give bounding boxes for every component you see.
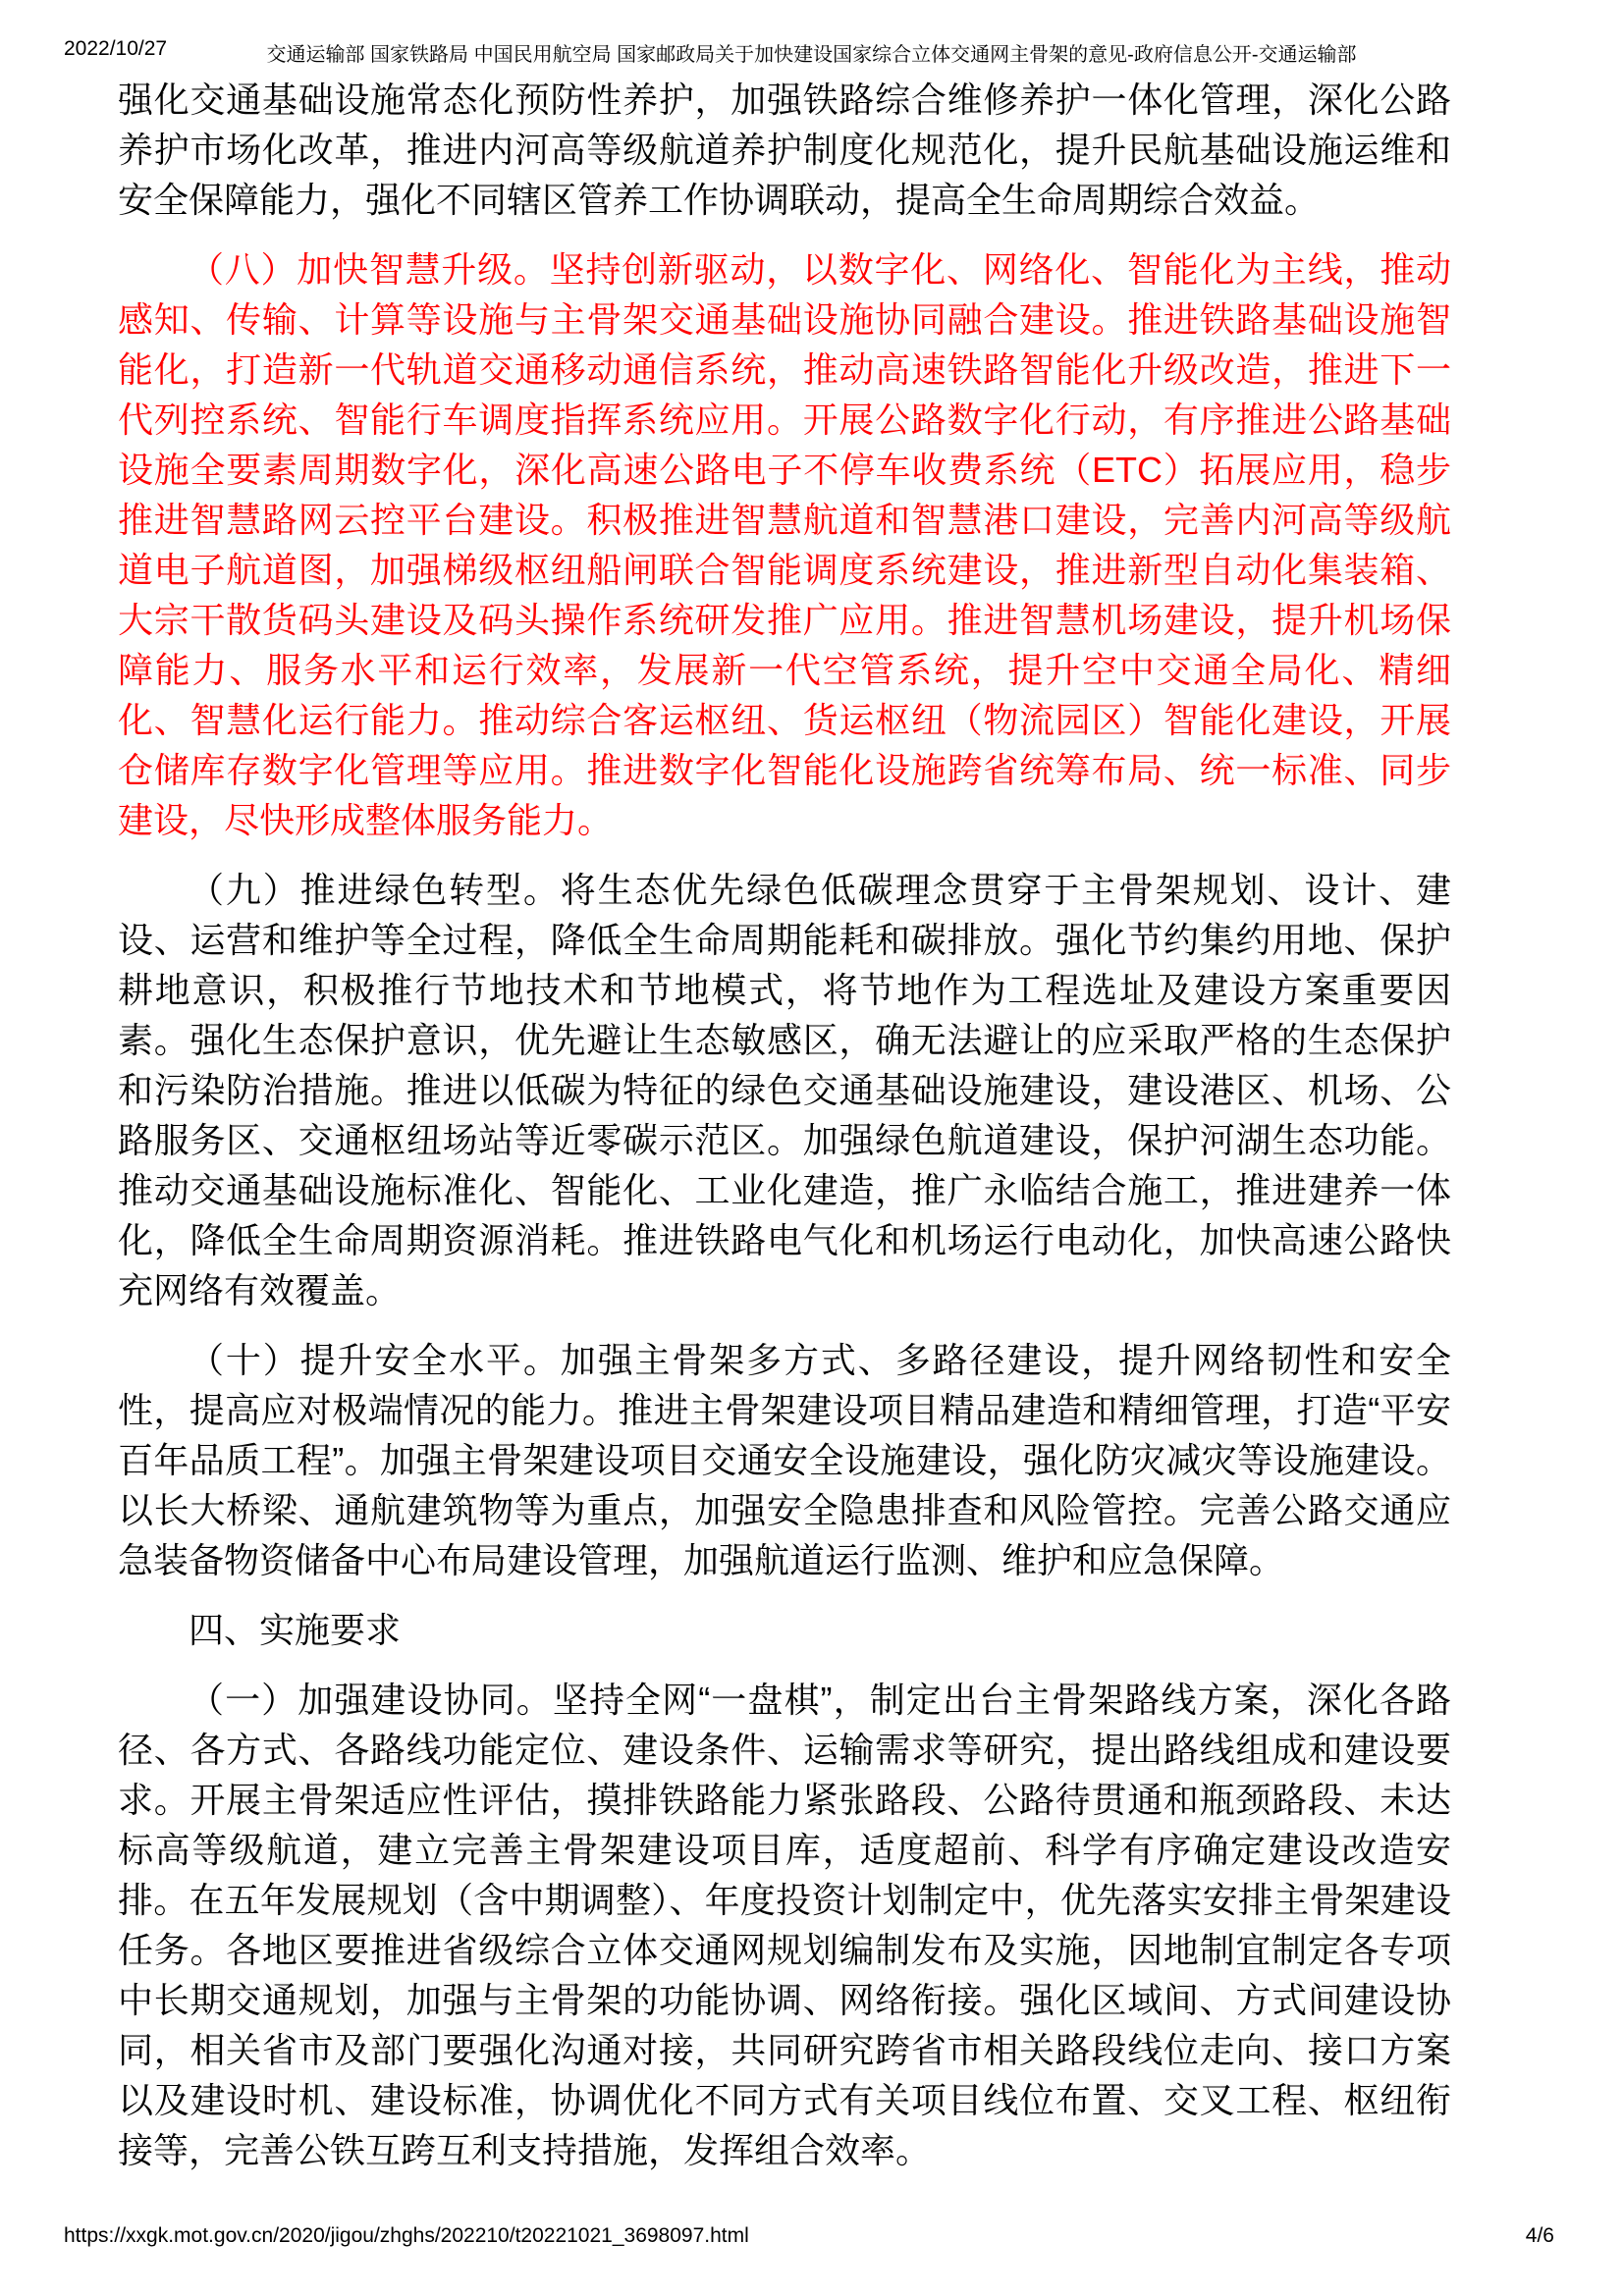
source-url: https://xxgk.mot.gov.cn/2020/jigou/zhghs/202210/t20221021_3698097.html <box>64 2224 749 2247</box>
print-date: 2022/10/27 <box>64 37 168 60</box>
paragraph: （九）推进绿色转型。将生态优先绿色低碳理念贯穿于主骨架规划、设计、建设、运营和维护等全过程，降低全生命周期能耗和碳排放。强化节约集约用地、保护耕地意识，积极推行节地技术和节地模式，将节地作为工程选址及建设方案重要因素。强化生态保护意识，优先避让生态敏感区，确无法避让的应采取严格的生态保护和污染防治措施。推进以低碳为特征的绿色交通基础设施建设，建设港区、机场、公路服务区、交通枢纽场站等近零碳示范区。加强绿色航道建设，保护河湖生态功能。推动交通基础设施标准化、智能化、工业化建造，推广永临结合施工，推进建养一体化，降低全生命周期资源消耗。推进铁路电气化和机场运行电动化，加快高速公路快充网络有效覆盖。 <box>118 870 1451 1310</box>
document-title: 交通运输部 国家铁路局 中国民用航空局 国家邮政局关于加快建设国家综合立体交通网主骨架的意见-政府信息公开-交通运输部 <box>266 44 1357 66</box>
paragraph: 强化交通基础设施常态化预防性养护，加强铁路综合维修养护一体化管理，深化公路养护市场化改革，推进内河高等级航道养护制度化规范化，提升民航基础设施运维和安全保障能力，强化不同辖区管养工作协调联动，提高全生命周期综合效益。 <box>118 80 1451 220</box>
paragraph: （八）加快智慧升级。坚持创新驱动，以数字化、网络化、智能化为主线，推动感知、传输、计算等设施与主骨架交通基础设施协同融合建设。推进铁路基础设施智能化，打造新一代轨道交通移动通信系统，推动高速铁路智能化升级改造，推进下一代列控系统、智能行车调度指挥系统应用。开展公路数字化行动，有序推进公路基础设施全要素周期数字化，深化高速公路电子不停车收费系统（ETC）拓展应用，稳步推进智慧路网云控平台建设。积极推进智慧航道和智慧港口建设，完善内河高等级航道电子航道图，加强梯级枢纽船闸联合智能调度系统建设，推进新型自动化集装箱、大宗干散货码头建设及码头操作系统研发推广应用。推进智慧机场建设，提升机场保障能力、服务水平和运行效率，发展新一代空管系统，提升空中交通全局化、精细化、智慧化运行能力。推动综合客运枢纽、货运枢纽（物流园区）智能化建设，开展仓储库存数字化管理等应用。推进数字化智能化设施跨省统筹布局、统一标准、同步建设，尽快形成整体服务能力。 <box>118 249 1451 840</box>
page-number: 4/6 <box>1525 2224 1554 2247</box>
paragraph: （一）加强建设协同。坚持全网“一盘棋”，制定出台主骨架路线方案，深化各路径、各方式、各路线功能定位、建设条件、运输需求等研究，提出路线组成和建设要求。开展主骨架适应性评估，摸排铁路能力紧张路段、公路待贯通和瓶颈路段、未达标高等级航道，建立完善主骨架建设项目库，适度超前、科学有序确定建设改造安排。在五年发展规划（含中期调整）、年度投资计划制定中，优先落实安排主骨架建设任务。各地区要推进省级综合立体交通网规划编制发布及实施，因地制宜制定各专项中长期交通规划，加强与主骨架的功能协调、网络衔接。强化区域间、方式间建设协同，相关省市及部门要强化沟通对接，共同研究跨省市相关路段线位走向、接口方案以及建设时机、建设标准，协调优化不同方式有关项目线位布置、交叉工程、枢纽衔接等，完善公铁互跨互利支持措施，发挥组合效率。 <box>118 1680 1451 2170</box>
print-header <box>64 35 1559 66</box>
paragraph: （十）提升安全水平。加强主骨架多方式、多路径建设，提升网络韧性和安全性，提高应对极端情况的能力。推进主骨架建设项目精品建造和精细管理，打造“平安百年品质工程”。加强主骨架建设项目交通安全设施建设，强化防灾减灾等设施建设。以长大桥梁、通航建筑物等为重点，加强安全隐患排查和风险管控。完善公路交通应急装备物资储备中心布局建设管理，加强航道运行监测、维护和应急保障。 <box>118 1340 1451 1580</box>
document-body <box>118 75 1451 2195</box>
paragraph: 四、实施要求 <box>189 1610 402 1650</box>
